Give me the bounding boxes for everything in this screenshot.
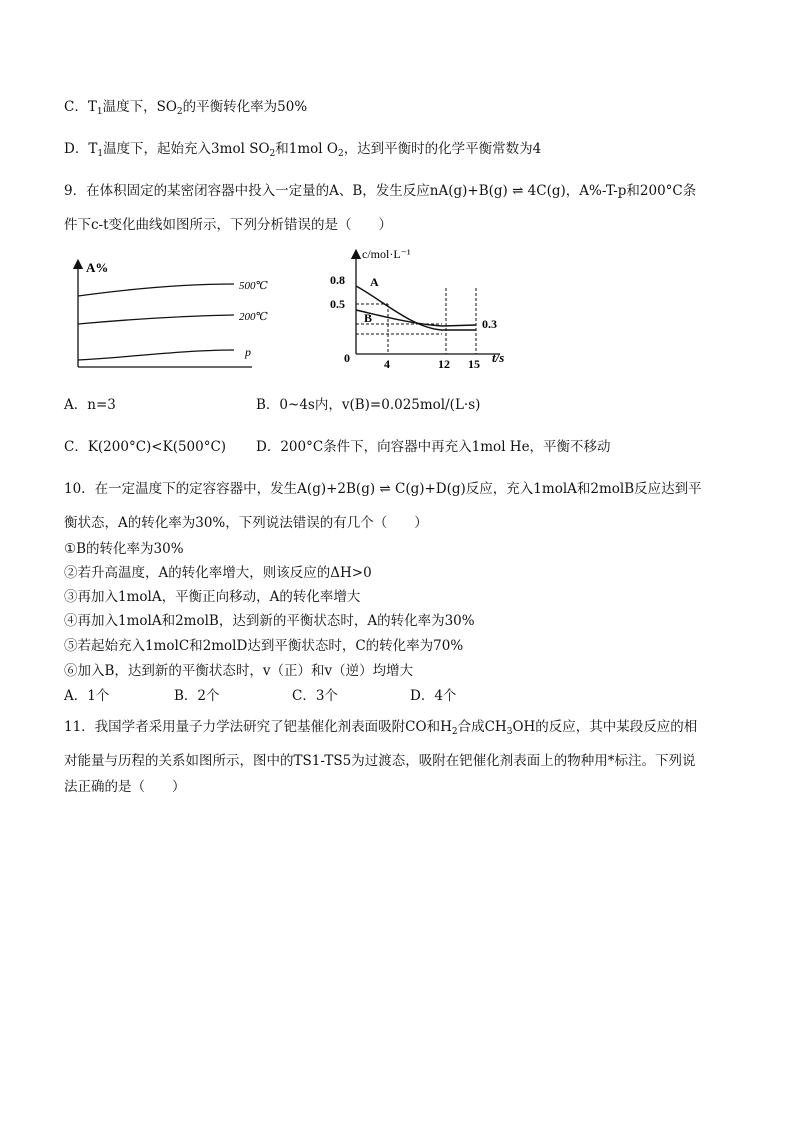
q10-item-5: ⑤若起始充入1molC和2molD达到平衡状态时，C的转化率为70% bbox=[64, 638, 464, 654]
q11-stem-line3: 法正确的是（ ） bbox=[64, 779, 186, 795]
graph2-label-a: A bbox=[370, 275, 379, 289]
q9-options-row2 bbox=[64, 438, 611, 456]
q10-option-c: C．3个 bbox=[292, 688, 338, 704]
graph2-xlabel: t/s bbox=[492, 350, 505, 365]
q10-item-3: ③再加入1molA，平衡正向移动，A的转化率增大 bbox=[64, 589, 361, 605]
graph1-xlabel: p bbox=[245, 345, 251, 359]
graph2-tick-08: 0.8 bbox=[330, 273, 345, 287]
q10-item-4: ④再加入1molA和2molB，达到新的平衡状态时，A的转化率为30% bbox=[64, 613, 475, 629]
q10-item-6: ⑥加入B，达到新的平衡状态时，v（正）和v（逆）均增大 bbox=[64, 663, 414, 679]
q10-stem-line2: 衡状态，A的转化率为30%，下列说法错误的有几个（ ） bbox=[64, 515, 428, 531]
q9-option-a: A．n=3 bbox=[64, 397, 116, 413]
q11-stem-line2: 对能量与历程的关系如图所示，图中的TS1-TS5为过渡态，吸附在钯催化剂表面上的物种用*标注。下列说 bbox=[64, 753, 696, 769]
q10-item-2: ②若升高温度，A的转化率增大，则该反应的ΔH>0 bbox=[64, 565, 372, 581]
q9-option-d: D．200°C条件下，向容器中再充入1mol He，平衡不移动 bbox=[256, 439, 611, 455]
q11-stem-line1: 11．我国学者采用量子力学法研究了钯基催化剂表面吸附CO和$H_2$合成$CH_3OH$的反应，其中某段反应的相 bbox=[64, 719, 698, 737]
graph2-ylabel: c/mol·L⁻¹ bbox=[362, 248, 411, 261]
q10-item-1: ①B的转化率为30% bbox=[64, 541, 184, 557]
q9-options-row1 bbox=[64, 396, 480, 414]
graph2-tick-05: 0.5 bbox=[330, 297, 345, 311]
graph1-label-200: 200℃ bbox=[239, 311, 268, 323]
q9-option-c: C．K(200°C)<K(500°C) bbox=[64, 439, 227, 455]
q10-option-a: A．1个 bbox=[64, 688, 110, 704]
q9-stem-line2: 件下c-t变化曲线如图所示，下列分析错误的是（ ） bbox=[64, 217, 393, 233]
q9-stem-line1: 9．在体积固定的某密闭容器中投入一定量的A、B，发生反应nA(g)+B(g) ⇌ 4C(g)，A%-T-p和200°C条 bbox=[64, 183, 697, 199]
graph2-tick-4: 4 bbox=[384, 357, 390, 371]
q8-option-d: D．$T_1$温度下，起始充入3mol $SO_2$和1mol $O_2$，达到平衡时的化学平衡常数为4 bbox=[64, 141, 542, 159]
graph2-tick-12: 12 bbox=[438, 357, 450, 371]
q10-options bbox=[64, 687, 456, 705]
graph2-label-b: B bbox=[364, 311, 373, 325]
q10-option-b: B．2个 bbox=[174, 688, 220, 704]
q9-graph-a-percent-vs-p bbox=[62, 252, 282, 372]
graph1-ylabel: A% bbox=[86, 260, 109, 275]
graph1-label-500: 500℃ bbox=[239, 280, 268, 292]
curve-bottom bbox=[78, 350, 234, 360]
curve-200c bbox=[78, 315, 234, 324]
q10-stem-line1: 10．在一定温度下的定容容器中，发生A(g)+2B(g) ⇌ C(g)+D(g)反应，充入1molA和2molB反应达到平 bbox=[64, 481, 702, 497]
q8-option-c: C．$T_1$温度下，$SO_2$的平衡转化率为50% bbox=[64, 99, 308, 117]
q9-graph-c-vs-t bbox=[322, 248, 522, 376]
graph2-tick-0: 0 bbox=[344, 351, 350, 365]
graph2-tick-15: 15 bbox=[468, 357, 480, 371]
q9-option-b: B．0~4s内，v(B)=0.025mol/(L·s) bbox=[256, 397, 481, 413]
graph2-label-03: 0.3 bbox=[482, 317, 497, 331]
curve-500c bbox=[78, 284, 234, 296]
q10-option-d: D．4个 bbox=[410, 688, 457, 704]
